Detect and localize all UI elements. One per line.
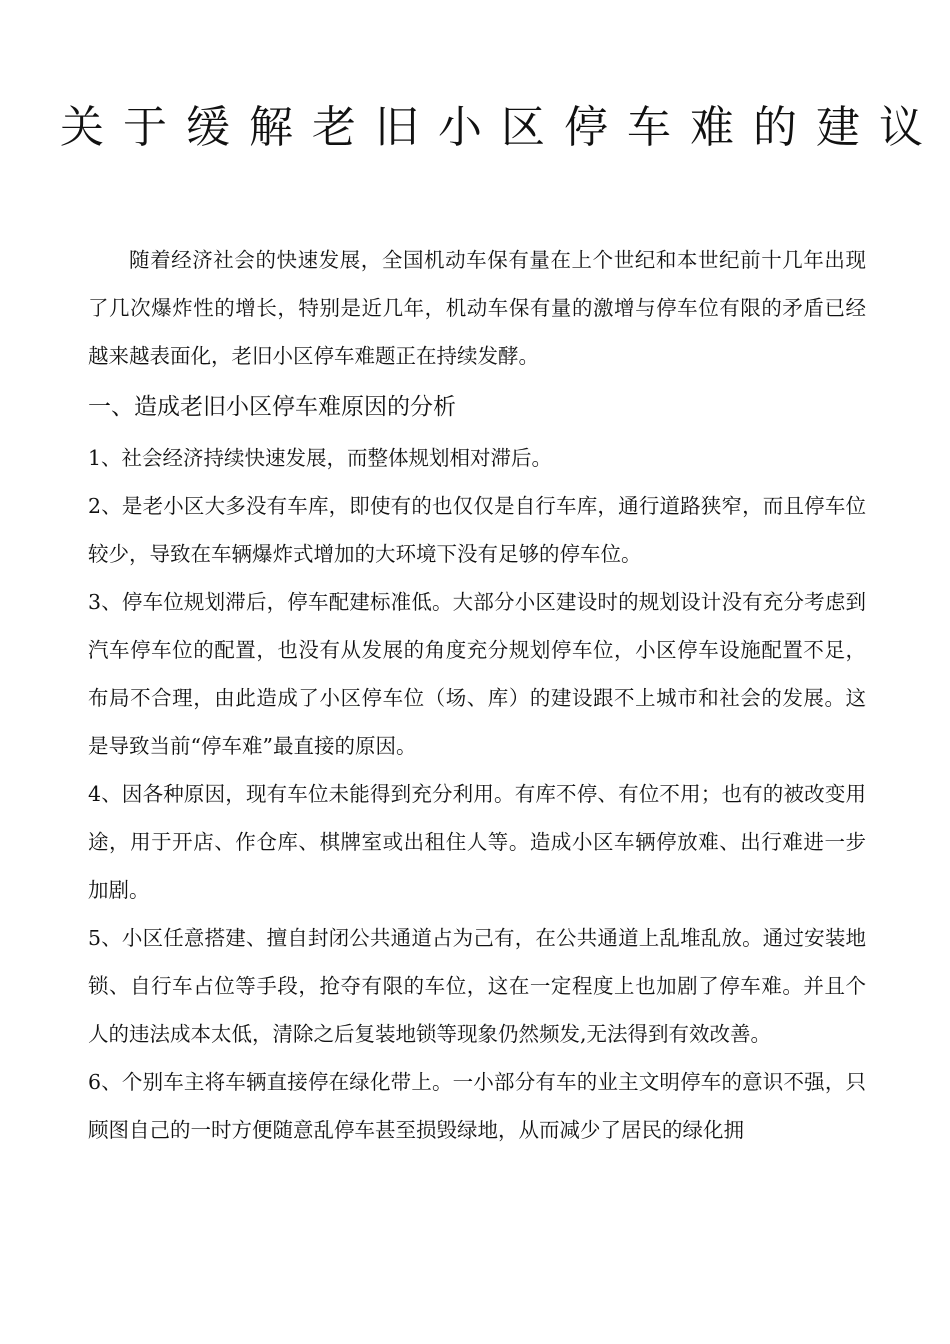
document-body (88, 236, 866, 1154)
section-heading: 一、造成老旧小区停车难原因的分析 (88, 394, 456, 420)
list-item-6: 6、个别车主将车辆直接停在绿化带上。一小部分有车的业主文明停车的意识不强，只顾图自己的一时方便随意乱停车甚至损毁绿地，从而减少了居民的绿化拥 (88, 1070, 866, 1142)
intro-paragraph: 随着经济社会的快速发展，全国机动车保有量在上个世纪和本世纪前十几年出现了几次爆炸性的增长，特别是近几年，机动车保有量的激增与停车位有限的矛盾已经越来越表面化，老旧小区停车难题正在持续发酵。 (88, 248, 866, 368)
list-item-1: 1、社会经济持续快速发展，而整体规划相对滞后。 (88, 446, 553, 470)
list-item-5: 5、小区任意搭建、擅自封闭公共通道占为己有，在公共通道上乱堆乱放。通过安装地锁、自行车占位等手段，抢夺有限的车位，这在一定程度上也加剧了停车难。并且个人的违法成本太低，清除之后复装地锁等现象仍然频发,无法得到有效改善。 (88, 926, 866, 1046)
list-item-2: 2、是老小区大多没有车库，即使有的也仅仅是自行车库，通行道路狭窄，而且停车位较少，导致在车辆爆炸式增加的大环境下没有足够的停车位。 (88, 494, 866, 566)
document-title: 关于缓解老旧小区停车难的建议 (60, 102, 942, 153)
list-item-3: 3、停车位规划滞后，停车配建标准低。大部分小区建设时的规划设计没有充分考虑到汽车停车位的配置，也没有从发展的角度充分规划停车位，小区停车设施配置不足，布局不合理，由此造成了小区停车位（场、库）的建设跟不上城市和社会的发展。这是导致当前“停车难”最直接的原因。 (88, 590, 866, 758)
list-item-4: 4、因各种原因，现有车位未能得到充分利用。有库不停、有位不用；也有的被改变用途，用于开店、作仓库、棋牌室或出租住人等。造成小区车辆停放难、出行难进一步加剧。 (88, 782, 866, 902)
